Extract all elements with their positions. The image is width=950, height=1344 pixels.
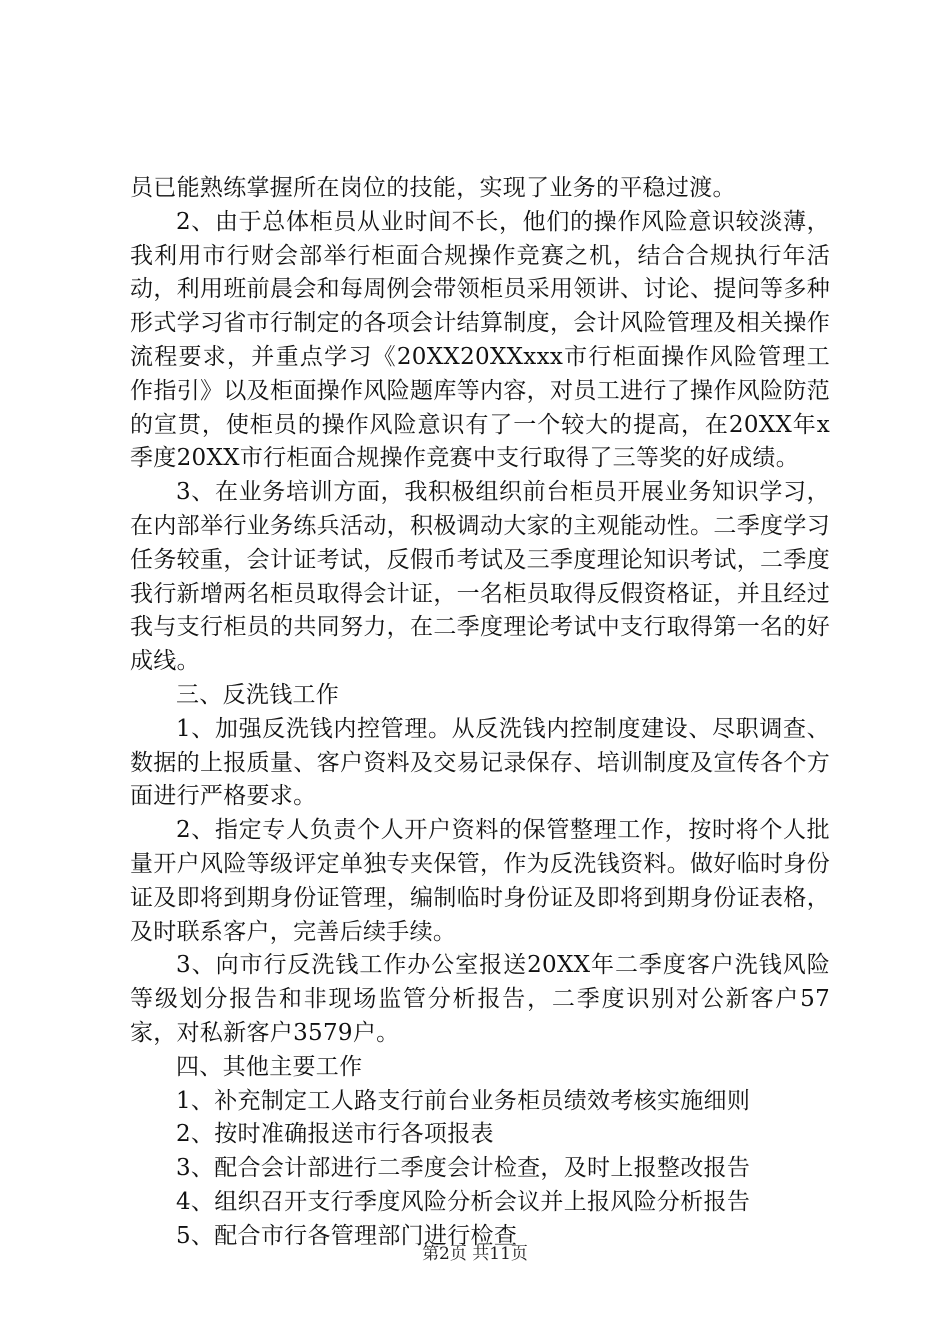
list-item-other-3: 3、配合会计部进行二季度会计检查，及时上报整改报告 [176,1155,751,1182]
list-item-other-4: 4、组织召开支行季度风险分析会议并上报风险分析报告 [176,1188,751,1215]
section-heading-anti-money-laundering: 三、反洗钱工作 [176,681,340,708]
paragraph-aml-item-3: 3、向市行反洗钱工作办公室报送20XX年二季度客户洗钱风险等级划分报告和非现场监管分析报告，二季度识别对公新客户57家，对私新客户3579户。 [130,952,830,1046]
list-item-other-2: 2、按时准确报送市行各项报表 [176,1121,494,1148]
page-footer [0,1243,950,1265]
document-body [130,172,830,1254]
paragraph-continuation: 员已能熟练掌握所在岗位的技能，实现了业务的平稳过渡。 [130,175,736,201]
list-item-other-1: 1、补充制定工人路支行前台业务柜员绩效考核实施细则 [176,1087,751,1114]
paragraph-aml-item-1: 1、加强反洗钱内控管理。从反洗钱内控制度建设、尽职调查、数据的上报质量、客户资料及交易记录保存、培训制度及宣传各个方面进行严格要求。 [130,715,830,810]
page-number: 第2页 共11页 [422,1244,528,1264]
paragraph-item-3-training: 3、在业务培训方面，我积极组织前台柜员开展业务知识学习，在内部举行业务练兵活动，积极调动大家的主观能动性。二季度学习任务较重，会计证考试，反假币考试及三季度理论知识考试，二季度我行新增两名柜员取得会计证，一名柜员取得反假资格证，并且经过我与支行柜员的共同努力，在二季度理论考试中支行取得第一名的好成线。 [130,479,830,675]
paragraph-item-2-risk-awareness: 2、由于总体柜员从业时间不长，他们的操作风险意识较淡薄，我利用市行财会部举行柜面合规操作竞赛之机，结合合规执行年活动，利用班前晨会和每周例会带领柜员采用领讲、讨论、提问等多种形式学习省市行制定的各项会计结算制度，会计风险管理及相关操作流程要求，并重点学习《20XX20XXxxx市行柜面操作风险管理工作指引》以及柜面操作风险题库等内容，对员工进行了操作风险防范的宣贯，使柜员的操作风险意识有了一个较大的提高，在20XX年x季度20XX市行柜面合规操作竞赛中支行取得了三等奖的好成绩。 [130,208,830,472]
list-item-other-5: 5、配合市行各管理部门进行检查 [176,1222,518,1249]
section-heading-other-work: 四、其他主要工作 [176,1053,363,1080]
paragraph-aml-item-2: 2、指定专人负责个人开户资料的保管整理工作，按时将个人批量开户风险等级评定单独专夹保管，作为反洗钱资料。做好临时身份证及即将到期身份证管理，编制临时身份证及即将到期身份证表格，及时联系客户，完善后续手续。 [130,817,830,945]
